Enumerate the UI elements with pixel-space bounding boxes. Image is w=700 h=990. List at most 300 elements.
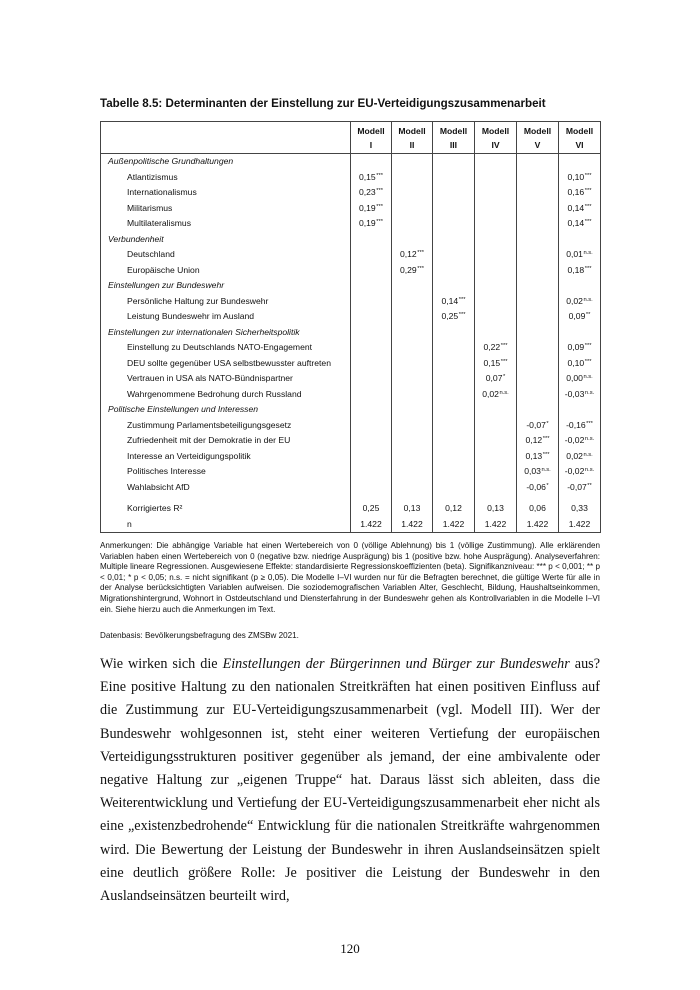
coefficient-number: 0,15 — [483, 357, 501, 368]
coefficient-cell — [351, 433, 392, 449]
coefficient-cell — [475, 371, 517, 387]
coefficient-cell — [517, 433, 559, 449]
coefficient-cell — [351, 371, 392, 387]
coefficient-cell — [517, 201, 559, 217]
coefficient-cell — [559, 309, 601, 325]
significance-marker: *** — [458, 296, 466, 303]
table-row — [101, 216, 601, 232]
coefficient-number: 0,22 — [483, 342, 501, 353]
variable-label: Deutschland — [101, 247, 351, 263]
coefficient-value — [565, 390, 594, 399]
coefficient-value — [359, 188, 383, 197]
coefficient-number: 1.422 — [568, 518, 591, 529]
coefficient-cell — [475, 201, 517, 217]
significance-marker: n.s. — [499, 389, 509, 396]
coefficient-value — [485, 520, 507, 529]
coefficient-number: -0,07 — [526, 419, 546, 430]
coefficient-cell — [559, 294, 601, 310]
coefficient-cell — [433, 294, 475, 310]
coefficient-cell — [351, 402, 392, 418]
coefficient-cell — [433, 201, 475, 217]
coefficient-number: 1.422 — [360, 518, 382, 529]
variable-label: DEU sollte gegenüber USA selbstbewusster auftreten — [101, 356, 351, 372]
coefficient-number: -0,02 — [564, 435, 585, 446]
coefficient-cell — [392, 449, 433, 465]
table-notes: Anmerkungen: Die abhängige Variable hat einen Wertebereich von 0 (völlige Ablehnung) bis 1 (völlige Zustimmung). Alle erklärenden Variablen haben einen Wertebereich von 0 (negative bzw. niedrige Ausprägung) bis 1 (positive bzw. hohe Ausprägung). Analyseverfahren: Multiple lineare Regressionen. Ausgewiesene Effekte: standardisierte Regressionskoeffizienten (beta). Signifikanzniveau: *** p < 0,001; ** p < 0,01; * p < 0,05; n.s. = nicht signifikant (p ≥ 0,05). Die Modelle I–VI wurden nur für die Befragten berechnet, die gültige Werte für alle in der Analyse berücksichtigten Variablen aufweisen. Die soziodemografischen Variablen Alter, Geschlecht, Bildung, Haushaltseinkommen, Migrationshintergrund, Wohnort in Ostdeutschland und Diensterfahrung in der Bundeswehr gehen als Kontrollvariablen in die Modelle I–VI ein. Siehe hierzu auch die Anmerkungen im Text. — [100, 541, 600, 614]
coefficient-cell — [392, 232, 433, 248]
coefficient-cell — [475, 216, 517, 232]
section-header-row — [101, 232, 601, 248]
coefficient-number: 0,25 — [441, 311, 459, 322]
coefficient-number: 0,09 — [568, 311, 586, 322]
coefficient-cell — [433, 325, 475, 341]
coefficient-cell — [351, 464, 392, 480]
coefficient-cell — [392, 263, 433, 279]
table-row — [101, 247, 601, 263]
coefficient-cell — [351, 501, 392, 517]
significance-marker: n.s. — [584, 467, 595, 474]
coefficient-cell — [517, 325, 559, 341]
coefficient-number: 0,14 — [567, 218, 585, 229]
coefficient-cell — [475, 309, 517, 325]
header-model-5: Modell V — [517, 122, 559, 154]
coefficient-cell — [517, 387, 559, 403]
coefficient-number: 1.422 — [401, 518, 423, 529]
coefficient-cell — [433, 480, 475, 496]
coefficient-value — [400, 250, 424, 259]
coefficient-value — [363, 504, 380, 513]
coefficient-value — [567, 483, 592, 492]
coefficient-cell — [475, 232, 517, 248]
table-row — [101, 263, 601, 279]
significance-marker: *** — [417, 265, 424, 272]
header-model-6: Modell VI — [559, 122, 601, 154]
coefficient-number: 0,07 — [485, 373, 503, 384]
coefficient-cell — [517, 480, 559, 496]
header-model-1: Modell I — [351, 122, 392, 154]
significance-marker: n.s. — [583, 250, 593, 257]
coefficient-cell — [559, 216, 601, 232]
body-paragraph — [100, 653, 600, 908]
coefficient-number: 1.422 — [484, 518, 507, 529]
coefficient-cell — [351, 517, 392, 533]
coefficient-cell — [559, 433, 601, 449]
coefficient-cell — [433, 247, 475, 263]
coefficient-cell — [392, 387, 433, 403]
coefficient-cell — [392, 325, 433, 341]
coefficient-number: 0,09 — [567, 342, 585, 353]
coefficient-cell — [517, 501, 559, 517]
coefficient-cell — [351, 278, 392, 294]
coefficient-value — [359, 173, 383, 182]
coefficient-cell — [351, 232, 392, 248]
coefficient-cell — [559, 449, 601, 465]
significance-marker: n.s. — [583, 451, 593, 458]
coefficient-number: 0,12 — [399, 249, 417, 260]
significance-marker: *** — [586, 420, 593, 427]
significance-marker: *** — [542, 436, 550, 443]
coefficient-number: 0,13 — [403, 503, 421, 514]
coefficient-cell — [475, 170, 517, 186]
coefficient-cell — [517, 449, 559, 465]
coefficient-cell — [433, 449, 475, 465]
coefficient-cell — [351, 387, 392, 403]
significance-marker: n.s. — [584, 436, 595, 443]
coefficient-value — [443, 520, 465, 529]
coefficient-cell — [475, 263, 517, 279]
section-label: Politische Einstellungen und Interessen — [101, 402, 351, 418]
table-row — [101, 418, 601, 434]
coefficient-cell — [517, 247, 559, 263]
significance-marker: *** — [584, 219, 592, 226]
significance-marker: *** — [376, 203, 383, 210]
coefficient-cell — [392, 247, 433, 263]
coefficient-number: 0,18 — [567, 264, 585, 275]
table-row — [101, 201, 601, 217]
coefficient-cell — [351, 325, 392, 341]
coefficient-cell — [475, 154, 517, 170]
coefficient-cell — [392, 480, 433, 496]
coefficient-cell — [433, 418, 475, 434]
variable-label: Multilateralismus — [101, 216, 351, 232]
coefficient-cell — [433, 340, 475, 356]
coefficient-cell — [351, 247, 392, 263]
coefficient-value — [566, 297, 593, 306]
coefficient-cell — [475, 449, 517, 465]
coefficient-number: 1.422 — [526, 518, 549, 529]
coefficient-value — [571, 504, 588, 513]
coefficient-cell — [475, 340, 517, 356]
section-header-row — [101, 325, 601, 341]
coefficient-cell — [392, 433, 433, 449]
coefficient-cell — [475, 433, 517, 449]
coefficient-value — [567, 343, 591, 352]
coefficient-cell — [433, 185, 475, 201]
significance-marker: *** — [417, 250, 424, 257]
coefficient-cell — [475, 418, 517, 434]
significance-marker: *** — [542, 451, 550, 458]
coefficient-cell — [517, 278, 559, 294]
table-row — [101, 309, 601, 325]
header-model-2: Modell II — [392, 122, 433, 154]
coefficient-value — [360, 520, 382, 529]
table-row — [101, 294, 601, 310]
coefficient-cell — [392, 501, 433, 517]
coefficient-cell — [559, 278, 601, 294]
table-row — [101, 185, 601, 201]
coefficient-number: 0,15 — [358, 171, 376, 182]
coefficient-cell — [392, 201, 433, 217]
coefficient-cell — [433, 263, 475, 279]
section-header-row — [101, 278, 601, 294]
coefficient-cell — [392, 185, 433, 201]
coefficient-number: 0,25 — [362, 503, 380, 514]
coefficient-cell — [392, 309, 433, 325]
significance-marker: *** — [584, 172, 592, 179]
table-row — [101, 433, 601, 449]
table-body — [101, 154, 601, 533]
coefficient-cell — [559, 464, 601, 480]
coefficient-number: 1.422 — [442, 518, 465, 529]
coefficient-cell — [559, 170, 601, 186]
variable-label: Politisches Interesse — [101, 464, 351, 480]
coefficient-cell — [351, 216, 392, 232]
coefficient-cell — [559, 371, 601, 387]
coefficient-cell — [517, 232, 559, 248]
coefficient-value — [441, 312, 465, 321]
coefficient-number: 0,02 — [566, 450, 583, 461]
coefficient-cell — [475, 402, 517, 418]
coefficient-value — [567, 266, 591, 275]
coefficient-cell — [433, 278, 475, 294]
coefficient-cell — [351, 480, 392, 496]
body-text-emphasis: Einstellungen der Bürgerinnen und Bürger zur Bundeswehr — [222, 656, 570, 672]
significance-marker: *** — [584, 343, 592, 350]
coefficient-cell — [351, 294, 392, 310]
significance-marker: *** — [376, 219, 383, 226]
significance-marker: * — [502, 374, 506, 381]
significance-marker: ** — [587, 482, 592, 489]
coefficient-cell — [392, 356, 433, 372]
variable-label: Einstellung zu Deutschlands NATO-Engagement — [101, 340, 351, 356]
significance-marker: *** — [376, 188, 383, 195]
coefficient-number: 0,14 — [441, 295, 459, 306]
coefficient-cell — [559, 387, 601, 403]
coefficient-number: -0,07 — [567, 481, 587, 492]
section-label: Einstellungen zur Bundeswehr — [101, 278, 351, 294]
coefficient-cell — [392, 371, 433, 387]
header-model-4: Modell IV — [475, 122, 517, 154]
coefficient-cell — [559, 247, 601, 263]
coefficient-cell — [351, 340, 392, 356]
coefficient-cell — [475, 247, 517, 263]
coefficient-number: 0,23 — [358, 187, 376, 198]
coefficient-cell — [517, 356, 559, 372]
coefficient-cell — [517, 402, 559, 418]
coefficient-number: 0,29 — [399, 264, 417, 275]
coefficient-cell — [475, 278, 517, 294]
coefficient-value — [567, 219, 591, 228]
coefficient-value — [566, 374, 593, 383]
significance-marker: * — [546, 420, 549, 427]
coefficient-cell — [433, 154, 475, 170]
coefficient-value — [400, 266, 424, 275]
coefficient-cell — [433, 517, 475, 533]
coefficient-value — [404, 504, 421, 513]
coefficient-cell — [559, 402, 601, 418]
coefficient-number: 0,10 — [567, 171, 585, 182]
table-row — [101, 480, 601, 496]
coefficient-value — [482, 390, 509, 399]
coefficient-value — [487, 504, 504, 513]
coefficient-number: 0,02 — [566, 295, 583, 306]
table-row — [101, 340, 601, 356]
coefficient-cell — [559, 340, 601, 356]
coefficient-cell — [559, 185, 601, 201]
significance-marker: * — [546, 482, 549, 489]
coefficient-cell — [559, 517, 601, 533]
table-row — [101, 501, 601, 517]
significance-marker: n.s. — [583, 374, 593, 381]
coefficient-value — [525, 436, 549, 445]
significance-marker: *** — [584, 203, 592, 210]
coefficient-number: 0,19 — [358, 218, 376, 229]
coefficient-cell — [475, 185, 517, 201]
coefficient-cell — [433, 402, 475, 418]
coefficient-cell — [392, 418, 433, 434]
table-caption: Tabelle 8.5: Determinanten der Einstellung zur EU-Verteidigungszusammenarbeit — [100, 97, 546, 110]
variable-label: Militarismus — [101, 201, 351, 217]
coefficient-cell — [392, 464, 433, 480]
significance-marker: *** — [376, 172, 383, 179]
coefficient-number: 0,13 — [525, 450, 543, 461]
table-row — [101, 517, 601, 533]
coefficient-cell — [517, 170, 559, 186]
coefficient-value — [486, 374, 506, 383]
body-text-part-1: Wie wirken sich die — [100, 656, 223, 672]
coefficient-cell — [433, 433, 475, 449]
variable-label: Atlantizismus — [101, 170, 351, 186]
table-row — [101, 464, 601, 480]
coefficient-value — [529, 504, 546, 513]
significance-marker: n.s. — [541, 467, 551, 474]
coefficient-number: 0,00 — [566, 373, 583, 384]
coefficient-value — [569, 520, 591, 529]
coefficient-number: 0,33 — [571, 503, 588, 514]
coefficient-number: 0,02 — [482, 388, 499, 399]
variable-label: Europäische Union — [101, 263, 351, 279]
header-variable-cell — [101, 122, 351, 154]
coefficient-number: 0,19 — [358, 202, 376, 213]
coefficient-number: 0,01 — [566, 249, 583, 260]
coefficient-cell — [517, 371, 559, 387]
coefficient-value — [483, 343, 507, 352]
regression-table — [100, 121, 601, 533]
coefficient-cell — [351, 356, 392, 372]
coefficient-value — [567, 359, 591, 368]
coefficient-cell — [351, 170, 392, 186]
coefficient-cell — [433, 387, 475, 403]
variable-label: Zustimmung Parlamentsbeteiligungsgesetz — [101, 418, 351, 434]
variable-label: Persönliche Haltung zur Bundeswehr — [101, 294, 351, 310]
variable-label: Leistung Bundeswehr im Ausland — [101, 309, 351, 325]
variable-label: Internationalismus — [101, 185, 351, 201]
coefficient-cell — [517, 154, 559, 170]
data-source: Datenbasis: Bevölkerungsbefragung des ZMSBw 2021. — [100, 631, 299, 640]
significance-marker: n.s. — [584, 389, 595, 396]
coefficient-cell — [517, 340, 559, 356]
coefficient-value — [565, 436, 594, 445]
coefficient-cell — [475, 387, 517, 403]
coefficient-cell — [475, 294, 517, 310]
coefficient-value — [401, 520, 423, 529]
coefficient-cell — [392, 170, 433, 186]
significance-marker: *** — [500, 358, 508, 365]
coefficient-value — [359, 204, 383, 213]
coefficient-cell — [475, 517, 517, 533]
coefficient-cell — [351, 201, 392, 217]
coefficient-value — [441, 297, 465, 306]
coefficient-number: -0,03 — [564, 388, 585, 399]
section-label: Verbundenheit — [101, 232, 351, 248]
coefficient-value — [445, 504, 462, 513]
coefficient-value — [569, 312, 591, 321]
significance-marker: n.s. — [583, 296, 593, 303]
coefficient-cell — [392, 517, 433, 533]
coefficient-cell — [433, 216, 475, 232]
coefficient-cell — [392, 278, 433, 294]
coefficient-value — [525, 452, 549, 461]
coefficient-cell — [351, 263, 392, 279]
table-row — [101, 371, 601, 387]
body-text-part-2: aus? Eine positive Haltung zu den nationalen Streitkräften hat einen positiven Einfluss auf die Zustimmung zur EU-Verteidigungszusammenarbeit (vgl. Modell III). Wer der Bundeswehr wohlgesonnen ist, steht einer weiteren Vertiefung der europäischen Verteidigungsstrukturen positiver gegenüber als jemand, der eine ambivalente oder negative Haltung zur „eigenen Truppe“ hat. Daraus lässt sich ableiten, dass die Weiterentwicklung und Vertiefung der EU-Verteidigungszusammenarbeit eher nicht als eine „existenzbedrohende“ Entwicklung für die nationalen Streitkräfte wahrgenommen wird. Die Bewertung der Leistung der Bundeswehr in ihren Auslandseinsätzen spielt eine deutlich größere Rolle: Je positiver die Leistung der Bundeswehr in den Auslandseinsätzen beurteilt wird, — [100, 656, 601, 905]
coefficient-value — [526, 421, 548, 430]
coefficient-cell — [351, 449, 392, 465]
coefficient-cell — [433, 232, 475, 248]
coefficient-value — [524, 467, 551, 476]
variable-label: Interesse an Verteidigungspolitik — [101, 449, 351, 465]
coefficient-cell — [475, 501, 517, 517]
coefficient-cell — [392, 154, 433, 170]
coefficient-cell — [517, 464, 559, 480]
coefficient-cell — [392, 340, 433, 356]
coefficient-value — [567, 188, 591, 197]
coefficient-value — [483, 359, 507, 368]
coefficient-value — [566, 421, 593, 430]
coefficient-cell — [559, 356, 601, 372]
variable-label: Wahrgenommene Bedrohung durch Russland — [101, 387, 351, 403]
coefficient-cell — [559, 232, 601, 248]
coefficient-cell — [517, 263, 559, 279]
section-header-row — [101, 154, 601, 170]
coefficient-number: 0,12 — [525, 435, 543, 446]
coefficient-cell — [433, 371, 475, 387]
coefficient-number: 0,06 — [529, 503, 546, 514]
coefficient-cell — [559, 418, 601, 434]
significance-marker: *** — [584, 265, 592, 272]
coefficient-cell — [517, 216, 559, 232]
coefficient-cell — [475, 356, 517, 372]
coefficient-value — [567, 204, 591, 213]
coefficient-cell — [475, 464, 517, 480]
coefficient-cell — [351, 185, 392, 201]
coefficient-cell — [517, 418, 559, 434]
coefficient-value — [565, 467, 594, 476]
coefficient-cell — [559, 154, 601, 170]
coefficient-number: -0,06 — [526, 481, 546, 492]
table-row — [101, 449, 601, 465]
coefficient-value — [359, 219, 383, 228]
variable-label: Zufriedenheit mit der Demokratie in der EU — [101, 433, 351, 449]
page-number: 120 — [340, 941, 360, 956]
coefficient-value — [527, 520, 549, 529]
coefficient-value — [567, 173, 591, 182]
coefficient-cell — [517, 309, 559, 325]
coefficient-cell — [392, 216, 433, 232]
coefficient-value — [566, 250, 593, 259]
table-header — [101, 122, 601, 154]
variable-label: Vertrauen in USA als NATO-Bündnispartner — [101, 371, 351, 387]
coefficient-number: 0,10 — [567, 357, 585, 368]
header-model-3: Modell III — [433, 122, 475, 154]
variable-label: Wahlabsicht AfD — [101, 480, 351, 496]
table-row — [101, 356, 601, 372]
coefficient-value — [526, 483, 548, 492]
coefficient-number: 0,03 — [524, 466, 541, 477]
significance-marker: *** — [500, 343, 508, 350]
coefficient-cell — [351, 418, 392, 434]
coefficient-cell — [517, 294, 559, 310]
